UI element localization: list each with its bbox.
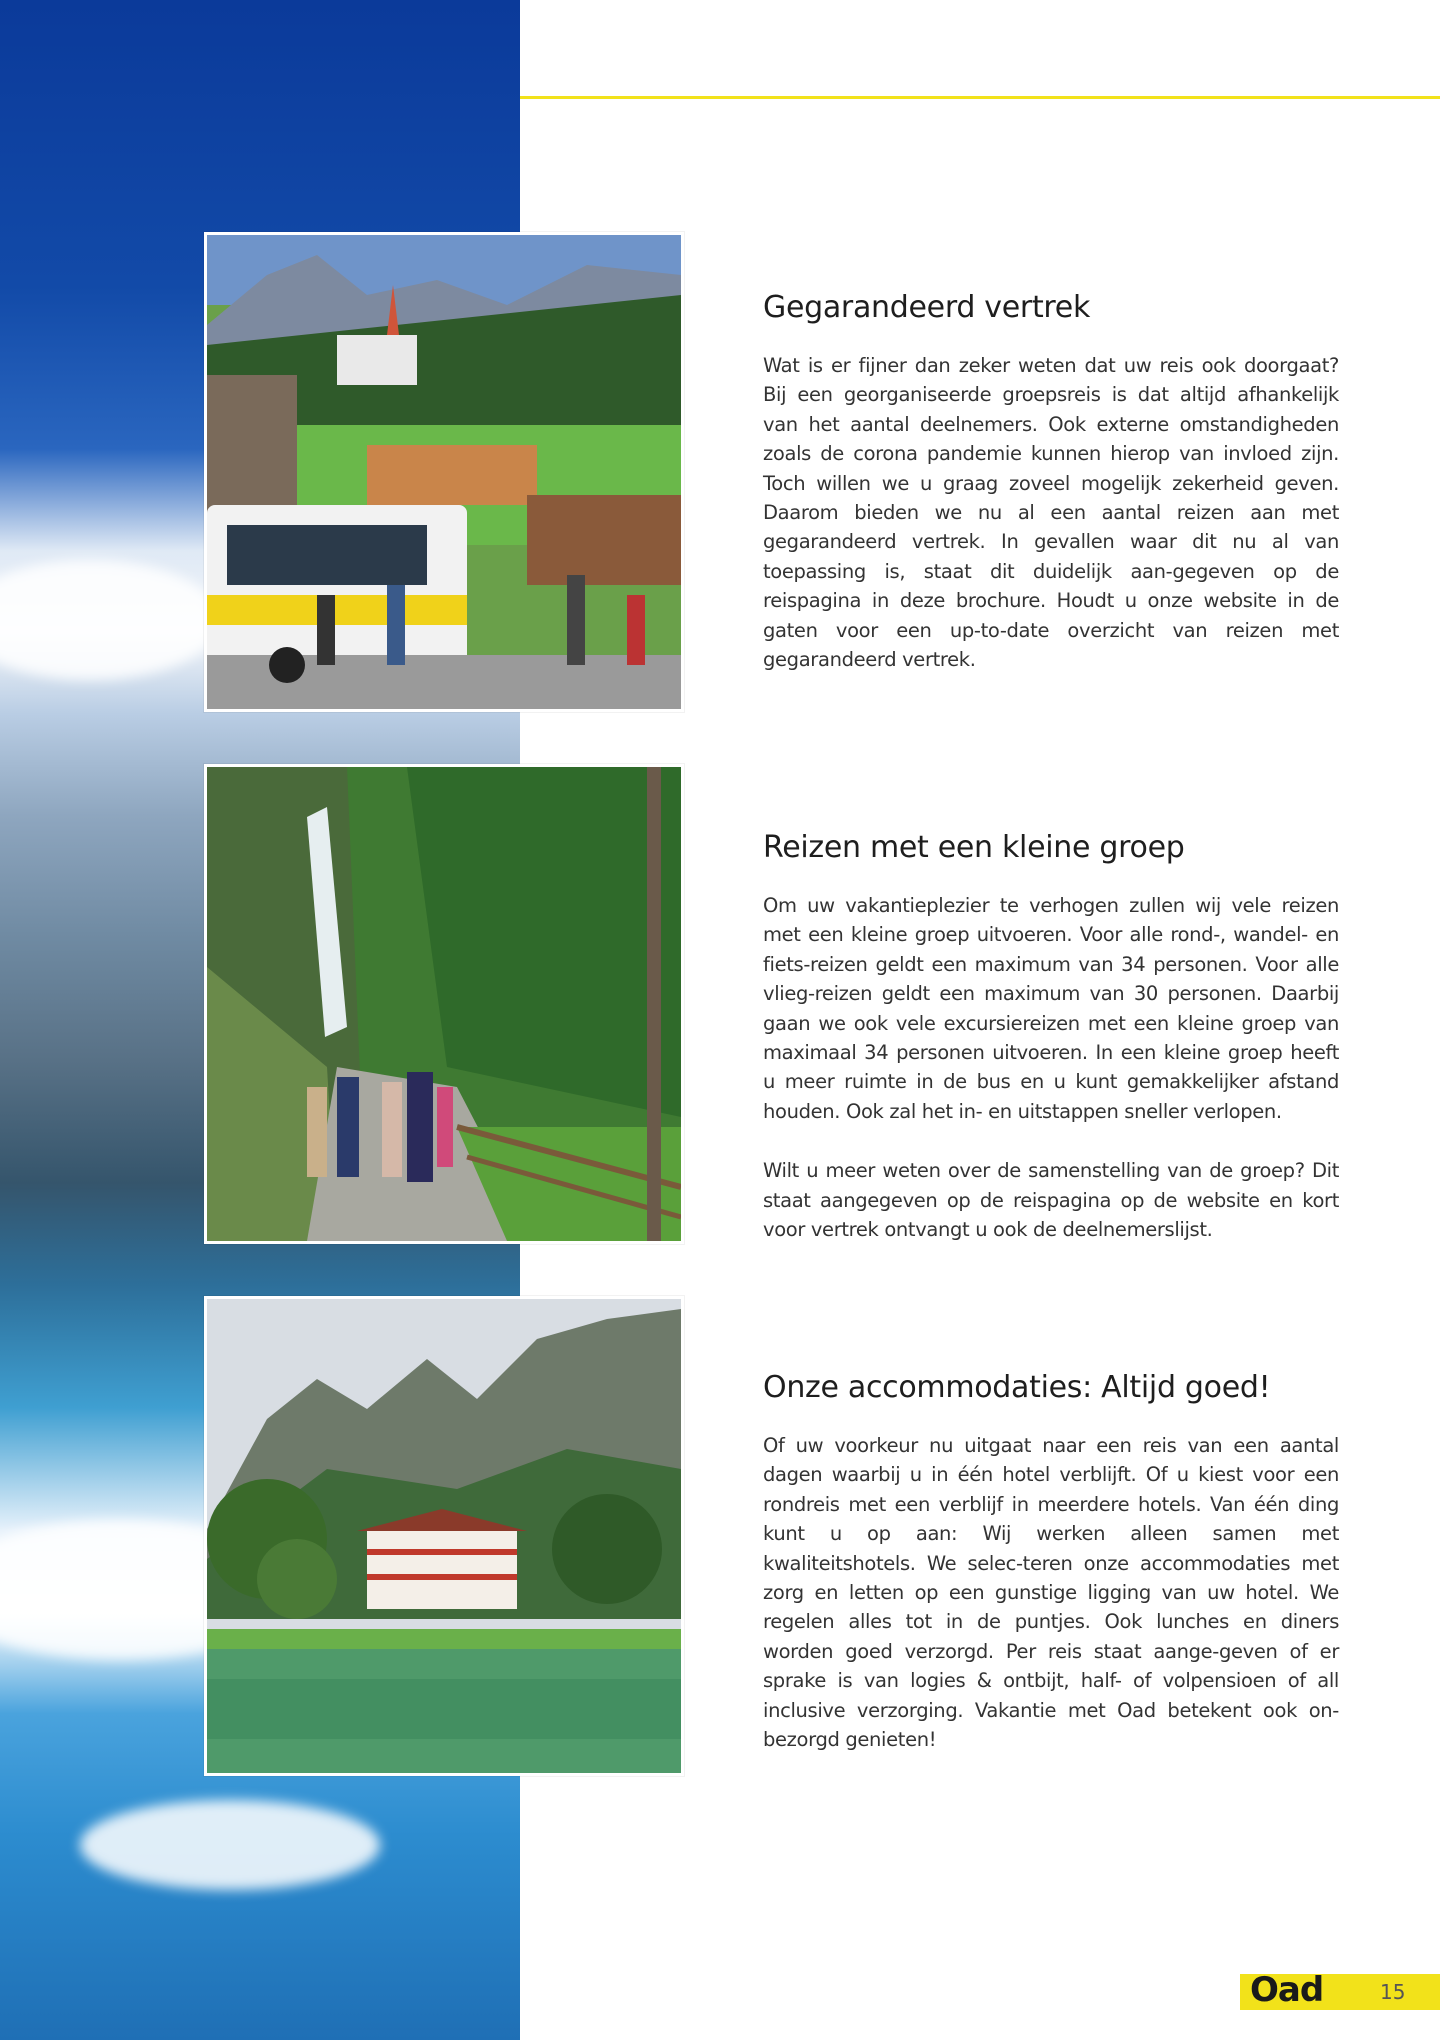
oad-logo: Oad: [1250, 1970, 1324, 2010]
section-accommodations: [763, 1370, 1339, 1784]
section-title: Gegarandeerd vertrek: [763, 290, 1091, 325]
section-paragraph: Of uw voorkeur nu uitgaat naar een reis van een aantal dagen waarbij u in één hotel verblijft. Of u kiest voor een rondreis met een verblijf in meerdere hotels. Van één ding kunt u op aan: Wij werken alleen samen met kwaliteitshotels. We selec-teren onze accommodaties met zorg en letten op een gunstige ligging van uw hotel. We regelen alles tot in de puntjes. Ook lunches en diners worden goed verzorgd. Per reis staat aange-geven of er sprake is van logies & ontbijt, half- of volpensioen of all inclusive verzorging. Vakantie met Oad betekent ook on-bezorgd genieten!: [763, 1434, 1339, 1752]
section-title: Onze accommodaties: Altijd goed!: [763, 1370, 1271, 1405]
alpine-village-bus-photo: [204, 232, 684, 712]
section-paragraph: Wat is er fijner dan zeker weten dat uw reis ook doorgaat? Bij een georganiseerde groepsreis is dat altijd afhankelijk van het aantal deelnemers. Ook externe omstandigheden zoals de corona pandemie kunnen hierop van invloed zijn. Toch willen we u graag zoveel mogelijk zekerheid geven. Daarom bieden we nu al een aantal reizen aan met gegarandeerd vertrek. In gevallen waar dit nu al van toepassing is, staat dit duidelijk aan-gegeven op de reispagina in deze brochure. Houdt u onze website in de gaten voor een up-to-date overzicht van reizen met gegarandeerd vertrek.: [763, 354, 1339, 672]
section-small-group: [763, 830, 1339, 1274]
section-paragraph: Om uw vakantieplezier te verhogen zullen wij vele reizen met een kleine groep uitvoeren. Voor alle rond-, wandel- en fiets-reizen geldt een maximum van 34 personen. Voor alle vlieg-reizen geldt een maximum van 30 personen. Daarbij gaan we ook vele excursiereizen met een kleine groep van maximaal 34 personen uitvoeren. In een kleine groep heeft u meer ruimte in de bus en u kunt gemakkelijker afstand houden. Ook zal het in- en uitstappen sneller verlopen.: [763, 894, 1339, 1123]
top-divider-line: [520, 96, 1440, 99]
forest-waterfall-walk-photo: [204, 764, 684, 1244]
section-guaranteed-departure: [763, 290, 1339, 704]
section-paragraph: Wilt u meer weten over de samenstelling van de groep? Dit staat aangegeven op de reispagina op de website en kort voor vertrek ontvangt u ook de deelnemerslijst.: [763, 1159, 1339, 1242]
mountain-lake-hotel-photo: [204, 1296, 684, 1776]
page-number: 15: [1380, 1980, 1406, 2004]
section-title: Reizen met een kleine groep: [763, 830, 1185, 865]
